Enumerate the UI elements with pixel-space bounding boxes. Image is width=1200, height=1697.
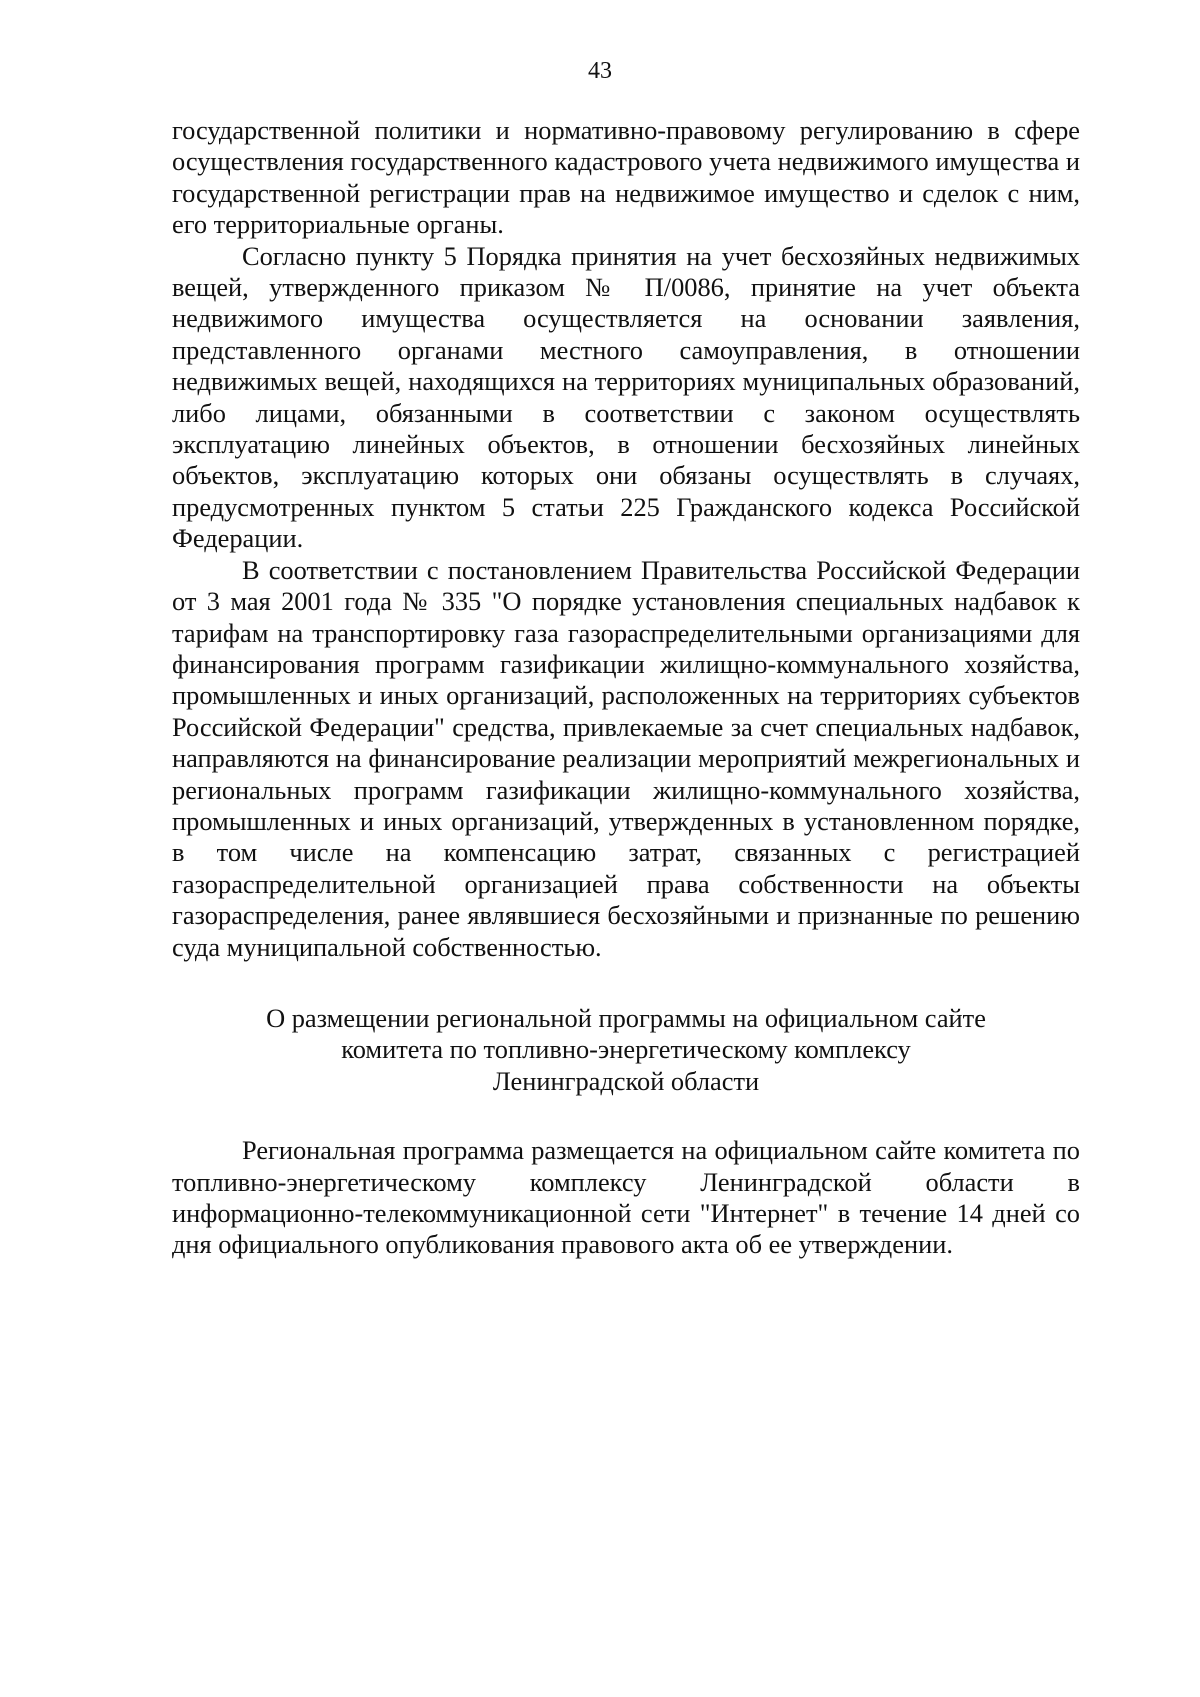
section-heading-line: Ленинградской области	[492, 1065, 760, 1096]
section-heading	[172, 1003, 1080, 1097]
section-heading-line: О размещении региональной программы на официальном сайте	[266, 1002, 986, 1033]
paragraph-continuation: государственной политики и нормативно-правовому регулированию в сфере осуществления государственного кадастрового учета недвижимого имущества и государственной регистрации прав на недвижимое имущество и сделок с ним, его территориальные органы.	[172, 115, 1080, 240]
section-heading-line: комитета по топливно-энергетическому комплексу	[341, 1034, 911, 1065]
paragraph-registration-order: Согласно пункту 5 Порядка принятия на учет бесхозяйных недвижимых вещей, утвержденного приказом № П/0086, принятие на учет объекта недвижимого имущества осуществляется на основании заявления, представленного органами местного самоуправления, в отношении недвижимых вещей, находящихся на территориях муниципальных образований, либо лицами, обязанными в соответствии с законом осуществлять эксплуатацию линейных объектов, в отношении бесхозяйных линейных объектов, эксплуатацию которых они обязаны осуществлять в случаях, предусмотренных пунктом 5 статьи 225 Гражданского кодекса Российской Федерации.	[172, 240, 1080, 554]
page-number: 43	[588, 58, 612, 84]
paragraph-gas-tariff-allowances: В соответствии с постановлением Правительства Российской Федерации от 3 мая 2001 года № 335 "О порядке установления специальных надбавок к тарифам на транспортировку газа газораспределительными организациями для финансирования программ газификации жилищно-коммунального хозяйства, промышленных и иных организаций, расположенных на территориях субъектов Российской Федерации" средства, привлекаемые за счет специальных надбавок, направляются на финансирование реализации мероприятий межрегиональных и региональных программ газификации жилищно-коммунального хозяйства, промышленных и иных организаций, утвержденных в установленном порядке, в том числе на компенсацию затрат, связанных с регистрацией газораспределительной организацией права собственности на объекты газораспределения, ранее являвшиеся бесхозяйными и признанные по решению суда муниципальной собственностью.	[172, 554, 1080, 962]
paragraph-program-publication: Региональная программа размещается на официальном сайте комитета по топливно-энергетическому комплексу Ленинградской области в информационно-телекоммуникационной сети "Интернет" в течение 14 дней со дня официального опубликования правового акта об ее утверждении.	[172, 1135, 1080, 1260]
document-body	[172, 115, 1080, 1261]
